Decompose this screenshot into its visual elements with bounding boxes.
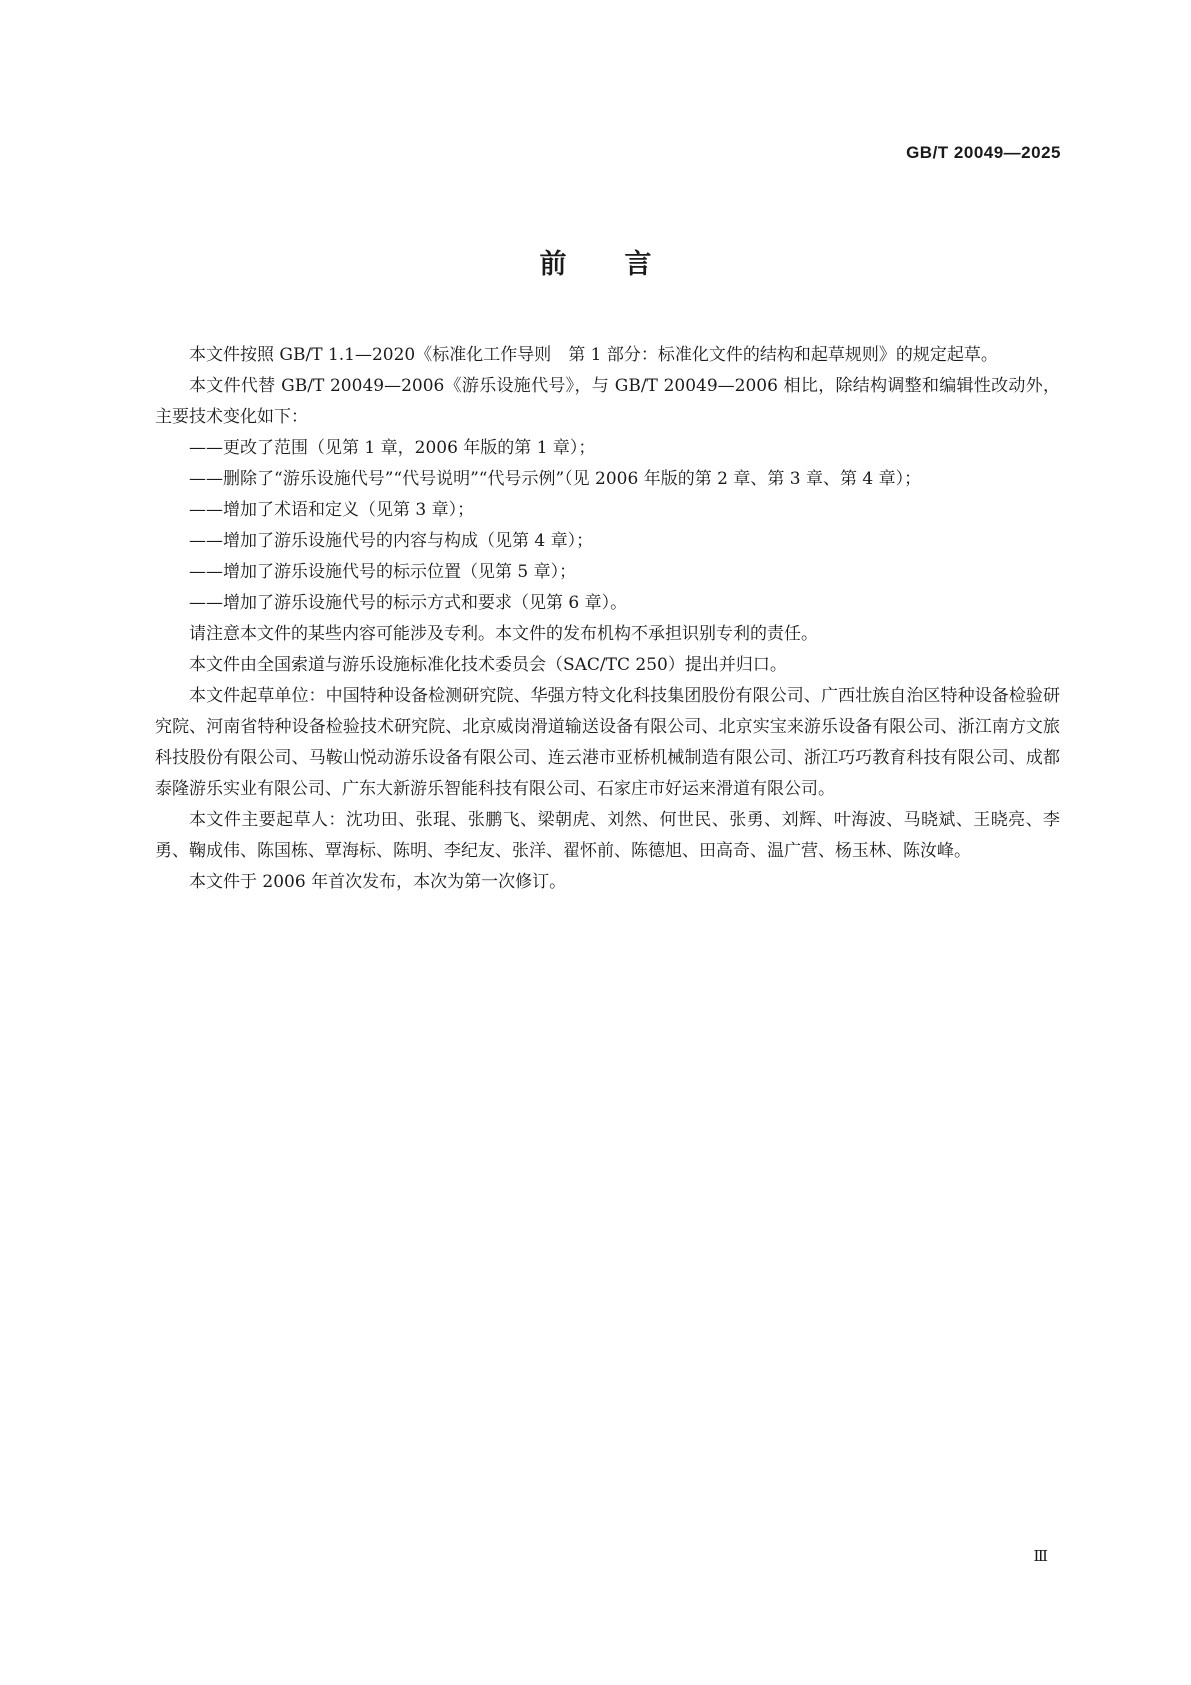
change-item-deleted: ——删除了“游乐设施代号”“代号说明”“代号示例”（见 2006 年版的第 2 章、第 3 章、第 4 章）； [189,469,922,489]
change-item-scope: ——更改了范围（见第 1 章，2006 年版的第 1 章）； [189,438,596,458]
paragraph-history: 本文件于 2006 年首次发布，本次为第一次修订。 [189,872,567,892]
change-item-position: ——增加了游乐设施代号的标示位置（见第 5 章）； [189,562,577,582]
paragraph-patent-notice: 请注意本文件的某些内容可能涉及专利。本文件的发布机构不承担识别专利的责任。 [189,624,818,644]
standard-code: GB/T 20049—2025 [906,143,1061,162]
paragraph-drafting-units: 本文件起草单位：中国特种设备检测研究院、华强方特文化科技集团股份有限公司、广西壮族自治区特种设备检验研究院、河南省特种设备检验技术研究院、北京威岗滑道输送设备有限公司、北京实宝来游乐设备有限公司、浙江南方文旅科技股份有限公司、马鞍山悦动游乐设备有限公司、连云港市亚桥机械制造有限公司、浙江巧巧教育科技有限公司、成都泰隆游乐实业有限公司、广东大新游乐智能科技有限公司、石家庄市好运来滑道有限公司。 [155,686,1060,799]
paragraph-drafters: 本文件主要起草人：沈功田、张琨、张鹏飞、梁朝虎、刘然、何世民、张勇、刘辉、叶海波、马晓斌、王晓亮、李勇、鞠成伟、陈国栋、覃海标、陈明、李纪友、张洋、翟怀前、陈德旭、田高奇、温广营、杨玉林、陈汝峰。 [155,810,1060,861]
change-item-content: ——增加了游乐设施代号的内容与构成（见第 4 章）； [189,531,594,551]
foreword-body [155,340,1060,898]
page-number: Ⅲ [1033,1547,1048,1565]
paragraph-committee: 本文件由全国索道与游乐设施标准化技术委员会（SAC/TC 250）提出并归口。 [189,655,787,675]
page-title: 前言 [539,249,710,280]
change-item-terms: ——增加了术语和定义（见第 3 章）； [189,500,475,520]
change-item-marking: ——增加了游乐设施代号的标示方式和要求（见第 6 章）。 [189,593,628,613]
paragraph-drafting-rules: 本文件按照 GB/T 1.1—2020《标准化工作导则 第 1 部分：标准化文件的结构和起草规则》的规定起草。 [189,345,998,365]
paragraph-replacement: 本文件代替 GB/T 20049—2006《游乐设施代号》，与 GB/T 20049—2006 相比，除结构调整和编辑性改动外，主要技术变化如下： [155,376,1060,427]
